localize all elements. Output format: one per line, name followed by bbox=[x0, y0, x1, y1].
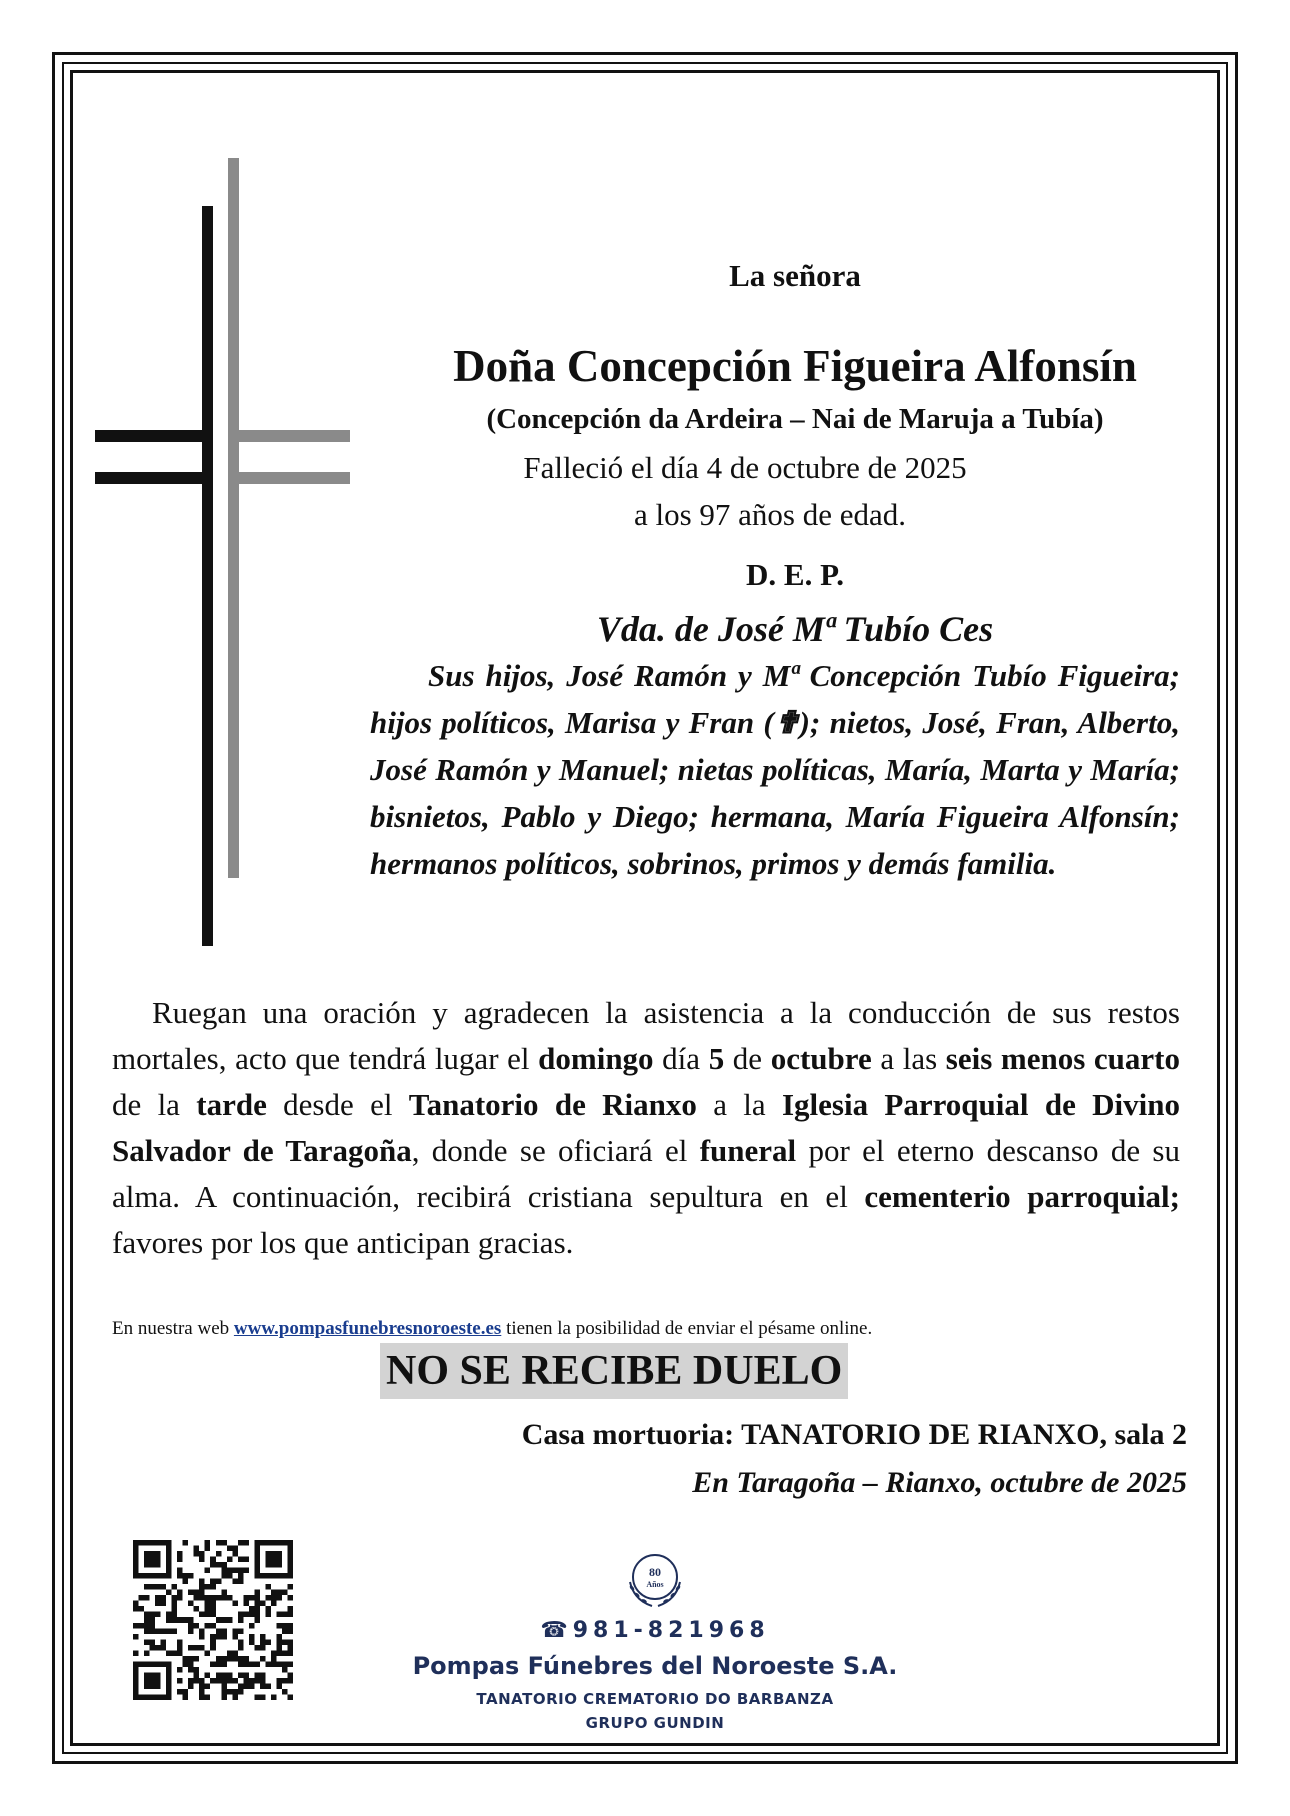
body-text-segment: a las bbox=[871, 1041, 946, 1076]
family-text-2: ); nietos, José, Fran, Alberto, José Ramón y Manuel; nietas políticas, María, Marta y María; bisnietos, Pablo y Diego; hermana, María Figueira Alfonsín; hermanos políticos, sobrinos, primos y demás familia. bbox=[370, 705, 1180, 881]
body-text-segment: de la bbox=[112, 1087, 197, 1122]
funeral-home: Casa mortuoria: TANATORIO DE RIANXO, sala 2 bbox=[521, 1418, 1187, 1451]
death-date: Falleció el día 4 de octubre de 2025 bbox=[523, 450, 967, 485]
tanatorio-name: TANATORIO CREMATORIO DO BARBANZA bbox=[476, 1690, 834, 1708]
cross-gray-bar-bottom bbox=[228, 472, 350, 484]
small-cross-icon: ✟ bbox=[773, 705, 800, 740]
cross-gray-vertical bbox=[228, 158, 239, 878]
qr-code-icon[interactable] bbox=[133, 1540, 293, 1700]
ceremony-day-number: 5 bbox=[708, 1041, 725, 1076]
body-text-segment: día bbox=[653, 1041, 709, 1076]
ceremony-month: octubre bbox=[770, 1041, 872, 1076]
ceremony-time: seis menos cuarto bbox=[945, 1041, 1180, 1076]
cross-black-bar-bottom bbox=[95, 472, 213, 484]
cross-gray-bar-top bbox=[228, 430, 350, 442]
web-text-after: tienen la posibilidad de enviar el pésame online. bbox=[501, 1318, 873, 1339]
ceremony-paragraph bbox=[112, 990, 1180, 1266]
deceased-alias: (Concepción da Ardeira – Nai de Maruja a Tubía) bbox=[486, 403, 1104, 435]
web-text-before: En nuestra web bbox=[112, 1318, 234, 1339]
ceremony-day-name: domingo bbox=[538, 1041, 654, 1076]
phone-line bbox=[440, 1618, 870, 1643]
ceremony-origin: Tanatorio de Rianxo bbox=[408, 1087, 697, 1122]
deceased-name: Doña Concepción Figueira Alfonsín bbox=[453, 341, 1137, 391]
cross-icon bbox=[95, 158, 350, 948]
body-text-segment: favores por los que anticipan gracias. bbox=[112, 1225, 574, 1260]
body-text-segment: de bbox=[724, 1041, 771, 1076]
ceremony-church: Iglesia Parroquial de Divino Salvador de Taragoña bbox=[112, 1087, 1180, 1168]
body-text-segment: Ruegan una oración y agradecen la asistencia a la conducción de sus restos mortales, acto que tendrá lugar el bbox=[112, 995, 1180, 1076]
dep: D. E. P. bbox=[746, 557, 844, 592]
cross-black-bar-top bbox=[95, 430, 213, 442]
badge-text: Años bbox=[646, 1580, 664, 1589]
group-name: GRUPO GUNDIN bbox=[585, 1714, 725, 1732]
body-text-segment: desde el bbox=[266, 1087, 409, 1122]
family-list bbox=[370, 652, 1180, 887]
body-text-segment: a la bbox=[696, 1087, 782, 1122]
phone-number: 981-821968 bbox=[572, 1618, 770, 1643]
no-condolence-notice: NO SE RECIBE DUELO bbox=[380, 1343, 848, 1399]
family-text-1: Sus hijos, José Ramón y Mª Concepción Tubío Figueira; hijos políticos, Marisa y Fran ( bbox=[370, 658, 1180, 740]
phone-icon: ☎ bbox=[540, 1618, 573, 1643]
cemetery: cementerio parroquial; bbox=[864, 1179, 1180, 1214]
widow-line: Vda. de José Mª Tubío Ces bbox=[596, 609, 994, 649]
ceremony-period: tarde bbox=[196, 1087, 267, 1122]
salutation: La señora bbox=[729, 258, 861, 293]
age-line: a los 97 años de edad. bbox=[633, 497, 907, 532]
anniversary-badge-icon bbox=[620, 1542, 690, 1612]
body-text-segment: por el eterno descanso de su alma. A continuación, recibirá cristiana sepultura en el bbox=[112, 1133, 1180, 1214]
website-link[interactable]: www.pompasfunebresnoroeste.es bbox=[233, 1318, 502, 1339]
place-date: En Taragoña – Rianxo, octubre de 2025 bbox=[692, 1466, 1187, 1499]
web-note bbox=[112, 1318, 1180, 1340]
cross-black-vertical bbox=[202, 206, 213, 946]
funeral-word: funeral bbox=[699, 1133, 797, 1168]
company-name: Pompas Fúnebres del Noroeste S.A. bbox=[412, 1652, 898, 1680]
body-text-segment: , donde se oficiará el bbox=[411, 1133, 700, 1168]
badge-number: 80 bbox=[649, 1565, 661, 1579]
